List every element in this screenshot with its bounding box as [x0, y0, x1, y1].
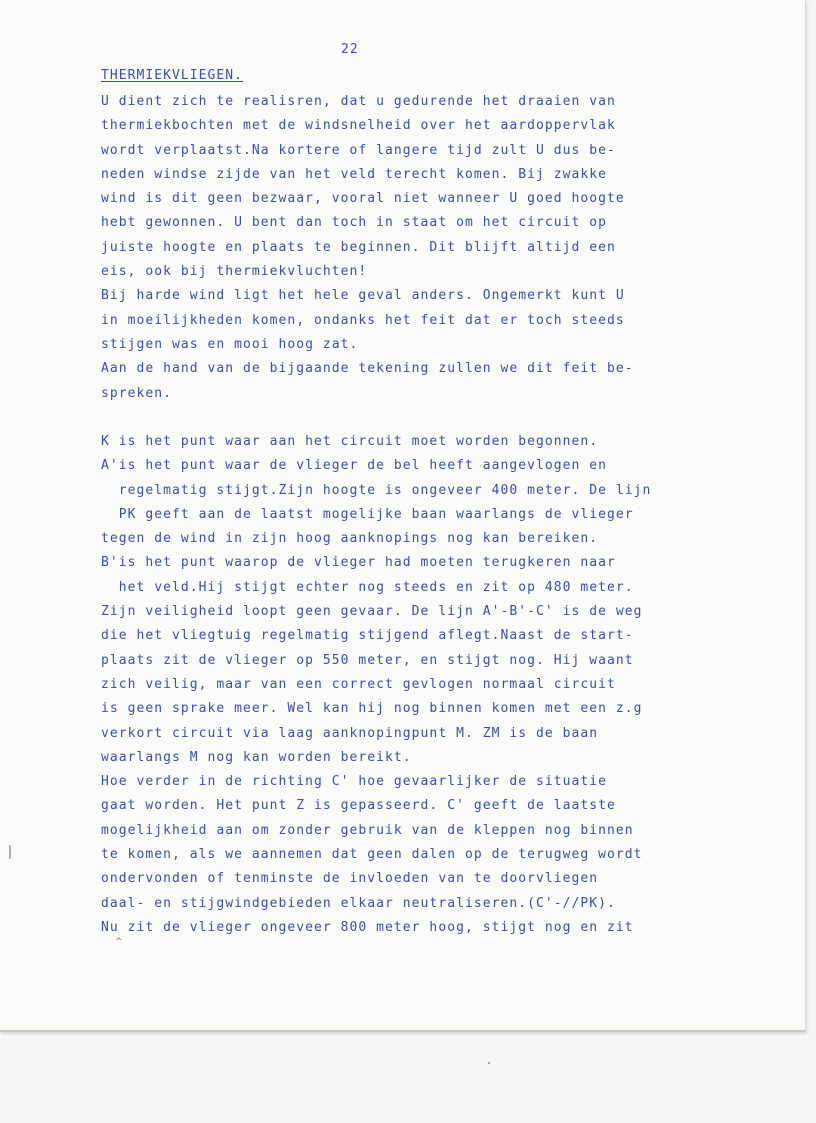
- text-line: Hoe verder in de richting C' hoe gevaarlijker de situatie: [101, 774, 607, 790]
- text-line: plaats zit de vlieger op 550 meter, en stijgt nog. Hij waant: [101, 652, 634, 668]
- text-line: is geen sprake meer. Wel kan hij nog binnen komen met een z.g: [101, 701, 643, 717]
- scan-speck: [488, 1062, 490, 1064]
- text-line: ondervonden of tenminste de invloeden van te doorvliegen: [101, 871, 599, 887]
- section-title: THERMIEKVLIEGEN.: [101, 68, 244, 83]
- text-line: Aan de hand van de bijgaande tekening zullen we dit feit be-: [101, 361, 634, 377]
- text-line: Bij harde wind ligt het hele geval anders. Ongemerkt kunt U: [101, 288, 625, 304]
- text-line: regelmatig stijgt.Zijn hoogte is ongeveer 400 meter. De lijn: [101, 482, 652, 498]
- text-line: hebt gewonnen. U bent dan toch in staat om het circuit op: [101, 215, 607, 231]
- text-line: tegen de wind in zijn hoog aanknopings nog kan bereiken.: [101, 531, 599, 547]
- text-line: eis, ook bij thermiekvluchten!: [101, 264, 368, 280]
- text-line: Nu zit de vlieger ongeveer 800 meter hoog, stijgt nog en zit: [101, 919, 634, 935]
- page-number: 22: [341, 42, 359, 57]
- stray-mark: ^: [116, 937, 122, 947]
- text-line: PK geeft aan de laatst mogelijke baan waarlangs de vlieger: [101, 506, 634, 522]
- paragraph-intro: [101, 90, 634, 406]
- text-line: juiste hoogte en plaats te beginnen. Dit blijft altijd een: [101, 239, 616, 255]
- text-line: K is het punt waar aan het circuit moet worden begonnen.: [101, 434, 599, 449]
- text-line: die het vliegtuig regelmatig stijgend aflegt.Naast de start-: [101, 628, 634, 644]
- text-line: wind is dit geen bezwaar, vooral niet wanneer U goed hoogte: [101, 191, 625, 207]
- text-line: te komen, als we aannemen dat geen dalen op de terugweg wordt: [101, 847, 643, 863]
- text-line: in moeilijkheden komen, ondanks het feit dat er toch steeds: [101, 312, 625, 328]
- text-line: A'is het punt waar de vlieger de bel heeft aangevlogen en: [101, 458, 607, 474]
- text-line: Zijn veiligheid loopt geen gevaar. De lijn A'-B'-C' is de weg: [101, 604, 643, 620]
- text-line: verkort circuit via laag aanknopingpunt M. ZM is de baan: [101, 725, 599, 741]
- text-line: B'is het punt waarop de vlieger had moeten terugkeren naar: [101, 555, 616, 571]
- text-line: het veld.Hij stijgt echter nog steeds en zit op 480 meter.: [101, 579, 634, 595]
- text-line: wordt verplaatst.Na kortere of langere tijd zult U dus be-: [101, 142, 616, 158]
- text-line: daal- en stijgwindgebieden elkaar neutraliseren.(C'-//PK).: [101, 895, 616, 911]
- text-line: zich veilig, maar van een correct gevlogen normaal circuit: [101, 676, 616, 692]
- text-line: thermiekbochten met de windsnelheid over het aardoppervlak: [101, 118, 616, 134]
- text-line: mogelijkheid aan om zonder gebruik van de kleppen nog binnen: [101, 822, 634, 838]
- text-line: U dient zich te realisren, dat u gedurende het draaien van: [101, 94, 616, 109]
- text-line: gaat worden. Het punt Z is gepasseerd. C' geeft de laatste: [101, 798, 616, 814]
- text-line: spreken.: [101, 385, 173, 401]
- paragraph-explanation: [101, 430, 651, 940]
- text-line: stijgen was en mooi hoog zat.: [101, 336, 359, 352]
- text-line: neden windse zijde van het veld terecht komen. Bij zwakke: [101, 166, 607, 182]
- text-line: waarlangs M nog kan worden bereikt.: [101, 749, 412, 765]
- paper-speck: [9, 845, 11, 859]
